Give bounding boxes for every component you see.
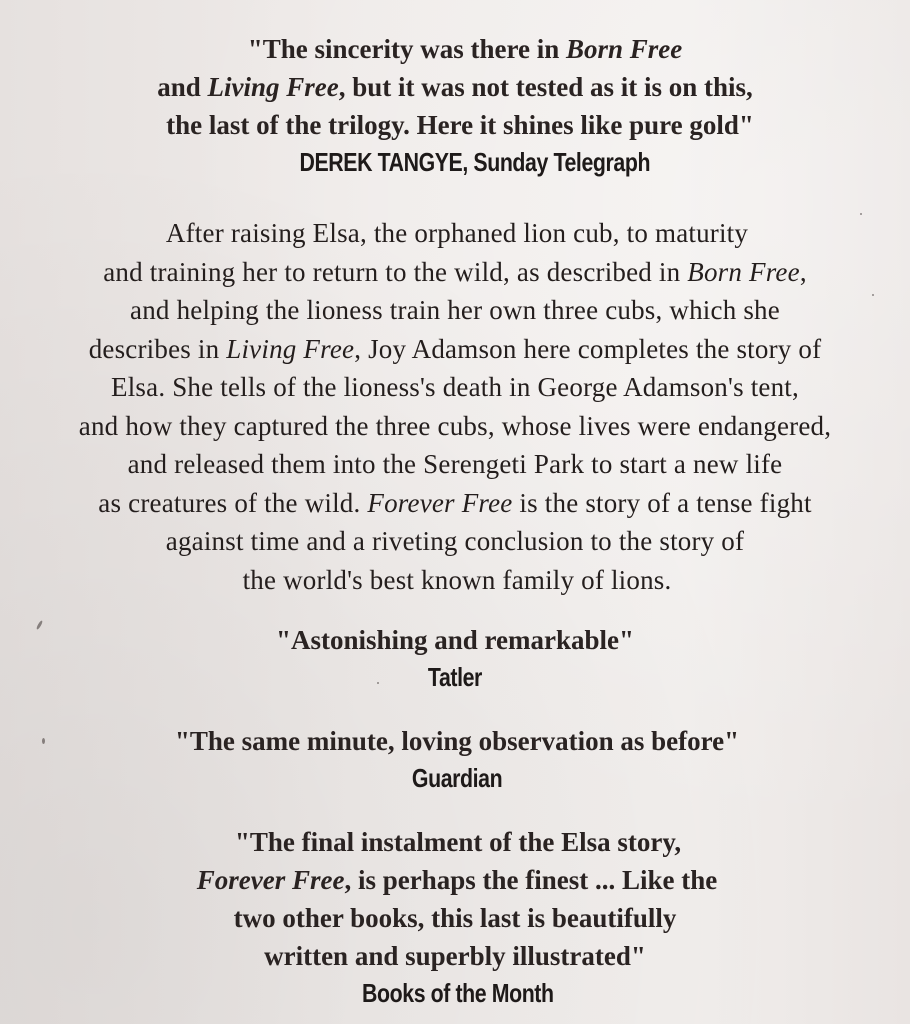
description-line [0, 445, 910, 484]
paper-speck [42, 738, 45, 744]
attribution-text: Tatler [427, 662, 483, 692]
description-line [0, 368, 910, 407]
quote-line [0, 68, 910, 106]
quote-text: written and superbly illustrated" [264, 941, 646, 971]
description-text: , [799, 256, 807, 287]
description-text: the world's best known family of lions. [242, 564, 672, 595]
book-description [0, 214, 910, 599]
description-text: and how they captured the three cubs, whose lives were endangered, [78, 410, 832, 441]
quote-line [0, 722, 910, 760]
quote-attribution [0, 760, 910, 796]
book-title: Born Free [687, 256, 800, 287]
quote-tatler [0, 621, 910, 695]
description-text: , Joy Adamson here completes the story of [354, 333, 822, 364]
attribution-text: Books of the Month [362, 978, 554, 1008]
description-text: After raising Elsa, the orphaned lion cub, to maturity [165, 218, 749, 248]
description-text: as creatures of the wild. [98, 487, 368, 518]
quote-line [0, 937, 910, 975]
description-line [0, 484, 910, 523]
quote-text: "The final instalment of the Elsa story, [234, 827, 682, 857]
description-line [0, 214, 910, 253]
description-line [0, 291, 910, 330]
attribution-text: DEREK TANGYE, Sunday Telegraph [299, 147, 651, 177]
book-title: Living Free [226, 333, 355, 364]
quote-text: , but it was not tested as it is on this, [338, 72, 753, 102]
quote-text: and [157, 72, 208, 102]
description-text: against time and a riveting conclusion to the story of [165, 526, 745, 556]
quote-line [0, 30, 910, 68]
description-text: Elsa. She tells of the lioness's death in George Adamson's tent, [111, 372, 799, 402]
quote-attribution [0, 144, 910, 180]
quote-text: "The same minute, loving observation as before" [174, 726, 740, 756]
quote-text: the last of the trilogy. Here it shines like pure gold" [166, 110, 754, 140]
description-text: describes in [88, 333, 227, 364]
book-title: Born Free [565, 34, 683, 64]
quote-line [0, 899, 910, 937]
paper-speck [860, 213, 862, 215]
paper-speck [377, 682, 379, 684]
book-title: Forever Free [367, 487, 513, 518]
description-line [0, 407, 910, 446]
description-line [0, 522, 910, 561]
quote-attribution [0, 975, 910, 1011]
attribution-text: Guardian [411, 763, 503, 793]
quote-text: "Astonishing and remarkable" [275, 625, 635, 655]
quote-attribution [0, 659, 910, 695]
quote-books-of-the-month [0, 823, 910, 1011]
book-title: Forever Free [196, 865, 345, 895]
book-title: Living Free [207, 72, 339, 102]
quote-line [0, 621, 910, 659]
description-text: and released them into the Serengeti Park to start a new life [127, 449, 783, 479]
description-text: is the story of a tense fight [512, 487, 812, 518]
quote-guardian [0, 722, 910, 796]
description-line [0, 253, 910, 292]
quote-line [0, 823, 910, 861]
description-text: and training her to return to the wild, as described in [103, 256, 688, 287]
quote-line [0, 106, 910, 144]
description-line [0, 561, 910, 600]
quote-text: "The sincerity was there in [247, 34, 566, 64]
paper-speck [872, 294, 874, 296]
quote-text: two other books, this last is beautifully [233, 903, 677, 933]
description-text: and helping the lioness train her own three cubs, which she [130, 295, 780, 325]
description-line [0, 330, 910, 369]
quote-derek-tangye [0, 30, 910, 180]
quote-line [0, 861, 910, 899]
quote-text: , is perhaps the finest ... Like the [344, 865, 718, 895]
